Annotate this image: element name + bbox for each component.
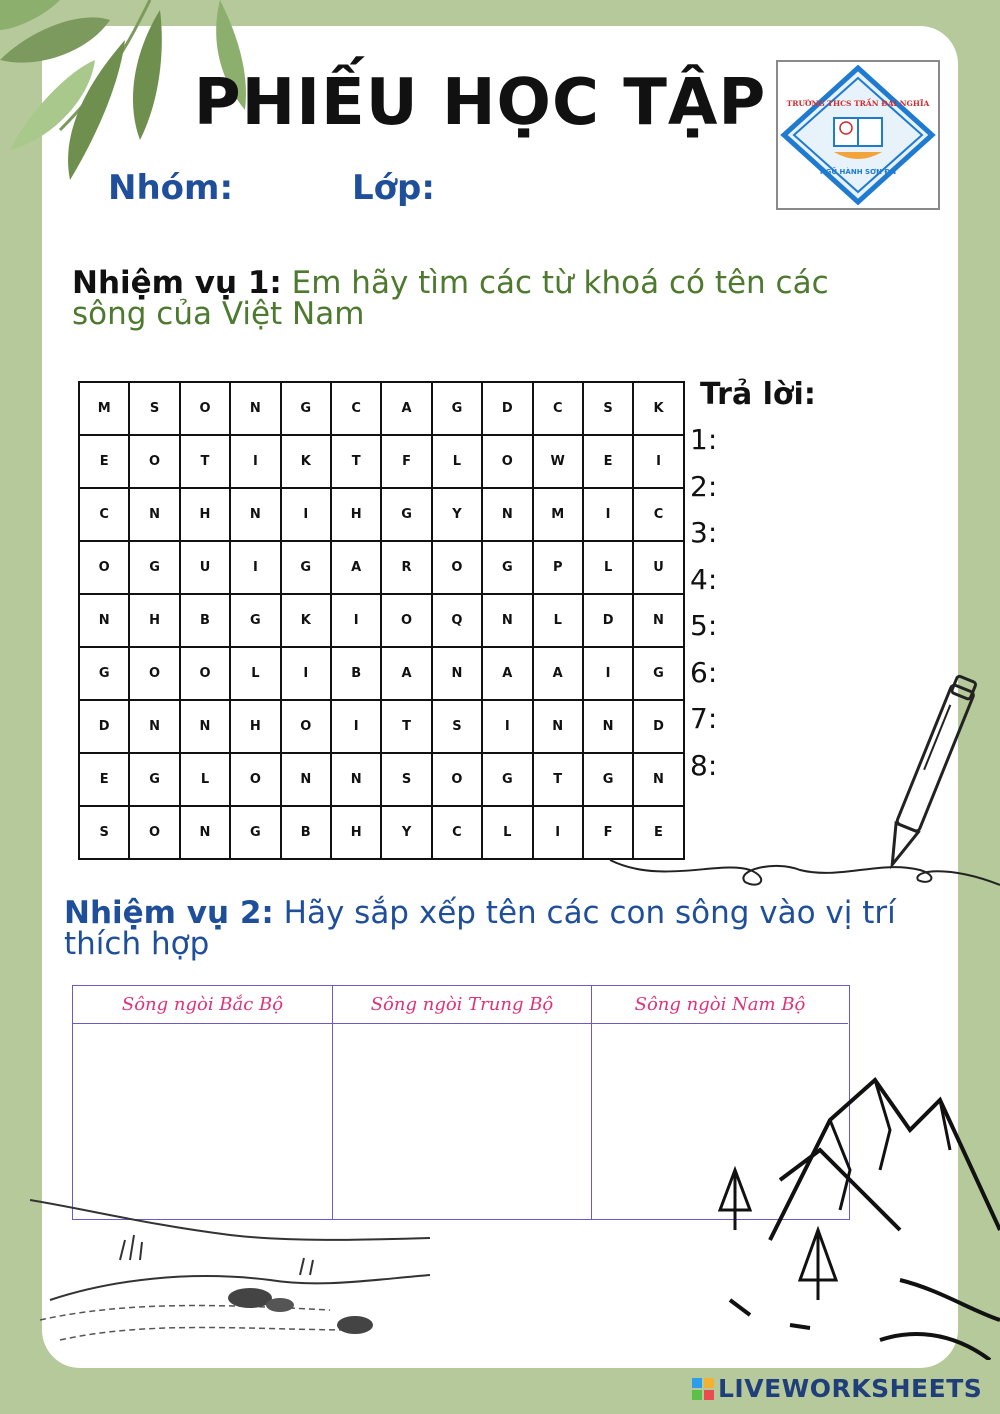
grid-cell[interactable]: A [533, 647, 583, 700]
grid-cell[interactable]: I [281, 647, 331, 700]
grid-cell[interactable]: A [482, 647, 532, 700]
answer-line[interactable]: 6: [690, 655, 718, 689]
grid-cell[interactable]: N [482, 594, 532, 647]
grid-cell[interactable]: O [482, 435, 532, 488]
task2-instruction [64, 895, 944, 962]
grid-cell[interactable]: N [633, 594, 683, 647]
grid-cell[interactable]: D [482, 382, 532, 435]
grid-cell[interactable]: U [180, 541, 230, 594]
column-header-central: Sông ngòi Trung Bộ [333, 986, 591, 1024]
grid-cell[interactable]: L [533, 594, 583, 647]
grid-cell[interactable]: Q [432, 594, 482, 647]
grid-cell[interactable]: G [230, 594, 280, 647]
grid-cell[interactable]: Y [432, 488, 482, 541]
grid-cell[interactable]: S [381, 753, 431, 806]
grid-cell[interactable]: E [633, 806, 683, 859]
grid-cell[interactable]: I [230, 435, 280, 488]
answer-line[interactable]: 4: [690, 562, 718, 596]
grid-cell[interactable]: N [180, 806, 230, 859]
grid-cell[interactable]: N [533, 700, 583, 753]
grid-cell[interactable]: S [129, 382, 179, 435]
grid-cell[interactable]: N [79, 594, 129, 647]
grid-cell[interactable]: G [381, 488, 431, 541]
grid-cell[interactable]: C [533, 382, 583, 435]
grid-cell[interactable]: E [583, 435, 633, 488]
task1-text: Em hãy tìm các từ khoá có tên các sông của Việt Nam [72, 265, 829, 332]
grid-cell[interactable]: A [381, 647, 431, 700]
river-sketch-icon [30, 1180, 440, 1370]
grid-cell[interactable]: K [281, 435, 331, 488]
grid-cell[interactable]: A [381, 382, 431, 435]
grid-cell[interactable]: G [432, 382, 482, 435]
answer-line[interactable]: 1: [690, 423, 718, 456]
grid-cell[interactable]: N [129, 488, 179, 541]
page-title: PHIẾU HỌC TẬP [193, 66, 767, 140]
grid-cell[interactable]: N [633, 753, 683, 806]
grid-cell[interactable]: B [180, 594, 230, 647]
grid-cell[interactable]: I [230, 541, 280, 594]
grid-cell[interactable]: W [533, 435, 583, 488]
grid-cell[interactable]: H [331, 806, 381, 859]
grid-cell[interactable]: U [633, 541, 683, 594]
grid-cell[interactable]: K [633, 382, 683, 435]
task2-lead: Nhiệm vụ 2: [64, 895, 274, 931]
grid-cell[interactable]: C [633, 488, 683, 541]
grid-cell[interactable]: I [583, 647, 633, 700]
grid-cell[interactable]: O [432, 541, 482, 594]
grid-cell[interactable]: T [331, 435, 381, 488]
grid-cell[interactable]: O [79, 541, 129, 594]
grid-cell[interactable]: N [583, 700, 633, 753]
grid-cell[interactable]: O [230, 753, 280, 806]
grid-cell[interactable]: O [129, 647, 179, 700]
grid-row [79, 382, 684, 435]
answers-title: Trả lời: [700, 377, 816, 412]
grid-cell[interactable]: D [583, 594, 633, 647]
grid-cell[interactable]: B [281, 806, 331, 859]
grid-cell[interactable]: G [129, 541, 179, 594]
class-label: Lớp: [352, 168, 435, 208]
grid-cell[interactable]: L [432, 435, 482, 488]
grid-cell[interactable]: L [180, 753, 230, 806]
grid-cell[interactable]: N [432, 647, 482, 700]
answer-line[interactable]: 7: [690, 702, 718, 735]
grid-cell[interactable]: G [230, 806, 280, 859]
pen-icon [600, 660, 1000, 900]
grid-cell[interactable]: E [79, 435, 129, 488]
grid-cell[interactable]: O [129, 435, 179, 488]
task2-text: Hãy sắp xếp tên các con sông vào vị trí thích hợp [64, 895, 896, 962]
grid-cell[interactable]: O [432, 753, 482, 806]
grid-cell[interactable]: I [482, 700, 532, 753]
grid-cell[interactable]: T [381, 700, 431, 753]
grid-cell[interactable]: C [432, 806, 482, 859]
grid-cell[interactable]: D [79, 700, 129, 753]
grid-cell[interactable]: F [381, 435, 431, 488]
brand-logo-icon [692, 1378, 714, 1400]
grid-cell[interactable]: Y [381, 806, 431, 859]
mountain-sketch-icon [700, 1060, 1000, 1360]
grid-cell[interactable]: B [331, 647, 381, 700]
grid-cell[interactable]: D [633, 700, 683, 753]
task1-lead: Nhiệm vụ 1: [72, 265, 282, 301]
grid-cell[interactable]: I [533, 806, 583, 859]
grid-cell[interactable]: K [281, 594, 331, 647]
brand-text: LIVEWORKSHEETS [718, 1374, 983, 1403]
answer-line[interactable]: 2: [690, 469, 718, 503]
grid-cell[interactable]: H [129, 594, 179, 647]
grid-cell[interactable]: N [230, 382, 280, 435]
grid-cell[interactable]: L [230, 647, 280, 700]
logo-text-top: TRƯỜNG THCS TRẦN ĐẠI NGHĨA [786, 99, 930, 108]
grid-cell[interactable]: L [482, 806, 532, 859]
grid-cell[interactable]: N [281, 753, 331, 806]
grid-cell[interactable]: S [432, 700, 482, 753]
grid-row [79, 594, 684, 647]
grid-row [79, 541, 684, 594]
grid-cell[interactable]: C [331, 382, 381, 435]
grid-cell[interactable]: E [79, 753, 129, 806]
grid-cell[interactable]: H [180, 488, 230, 541]
grid-row [79, 753, 684, 806]
column-header-north: Sông ngòi Bắc Bộ [73, 986, 332, 1024]
grid-cell[interactable]: G [482, 541, 532, 594]
grid-row [79, 488, 684, 541]
grid-cell[interactable]: N [230, 488, 280, 541]
grid-cell[interactable]: H [230, 700, 280, 753]
grid-cell[interactable]: F [583, 806, 633, 859]
school-logo [776, 60, 940, 210]
task1-instruction [72, 265, 892, 332]
group-label: Nhóm: [108, 168, 234, 208]
grid-cell[interactable]: I [281, 488, 331, 541]
grid-row [79, 435, 684, 488]
grid-cell[interactable]: M [79, 382, 129, 435]
grid-cell[interactable]: G [79, 647, 129, 700]
grid-cell[interactable]: I [331, 700, 381, 753]
answer-line[interactable]: 5: [690, 609, 718, 642]
grid-cell[interactable]: I [633, 435, 683, 488]
grid-row [79, 647, 684, 700]
grid-cell[interactable]: N [482, 488, 532, 541]
grid-cell[interactable]: R [381, 541, 431, 594]
grid-cell[interactable]: O [381, 594, 431, 647]
grid-cell[interactable]: G [129, 753, 179, 806]
grid-cell[interactable]: S [583, 382, 633, 435]
answer-line[interactable]: 3: [690, 516, 718, 549]
grid-cell[interactable]: P [533, 541, 583, 594]
grid-cell[interactable]: A [331, 541, 381, 594]
grid-cell[interactable]: I [331, 594, 381, 647]
brand-watermark [692, 1374, 982, 1403]
logo-text-bottom: NGŨ HÀNH SƠN ĐN [819, 168, 897, 176]
grid-cell[interactable]: G [281, 382, 331, 435]
grid-cell[interactable]: O [281, 700, 331, 753]
grid-cell[interactable]: H [331, 488, 381, 541]
grid-cell[interactable]: O [180, 382, 230, 435]
grid-cell[interactable]: C [79, 488, 129, 541]
grid-cell[interactable]: L [583, 541, 633, 594]
grid-cell[interactable]: I [583, 488, 633, 541]
grid-cell[interactable]: G [583, 753, 633, 806]
grid-cell[interactable]: N [180, 700, 230, 753]
grid-cell[interactable]: G [482, 753, 532, 806]
grid-row [79, 700, 684, 753]
column-header-south: Sông ngòi Nam Bộ [592, 986, 848, 1024]
grid-row [79, 806, 684, 859]
grid-cell[interactable]: O [180, 647, 230, 700]
grid-cell[interactable]: S [79, 806, 129, 859]
grid-cell[interactable]: T [533, 753, 583, 806]
grid-cell[interactable]: G [281, 541, 331, 594]
grid-cell[interactable]: N [331, 753, 381, 806]
grid-cell[interactable]: T [180, 435, 230, 488]
grid-cell[interactable]: M [533, 488, 583, 541]
answer-line[interactable]: 8: [690, 748, 718, 782]
grid-cell[interactable]: N [129, 700, 179, 753]
word-search-grid [78, 381, 685, 860]
grid-cell[interactable]: O [129, 806, 179, 859]
grid-cell[interactable]: G [633, 647, 683, 700]
